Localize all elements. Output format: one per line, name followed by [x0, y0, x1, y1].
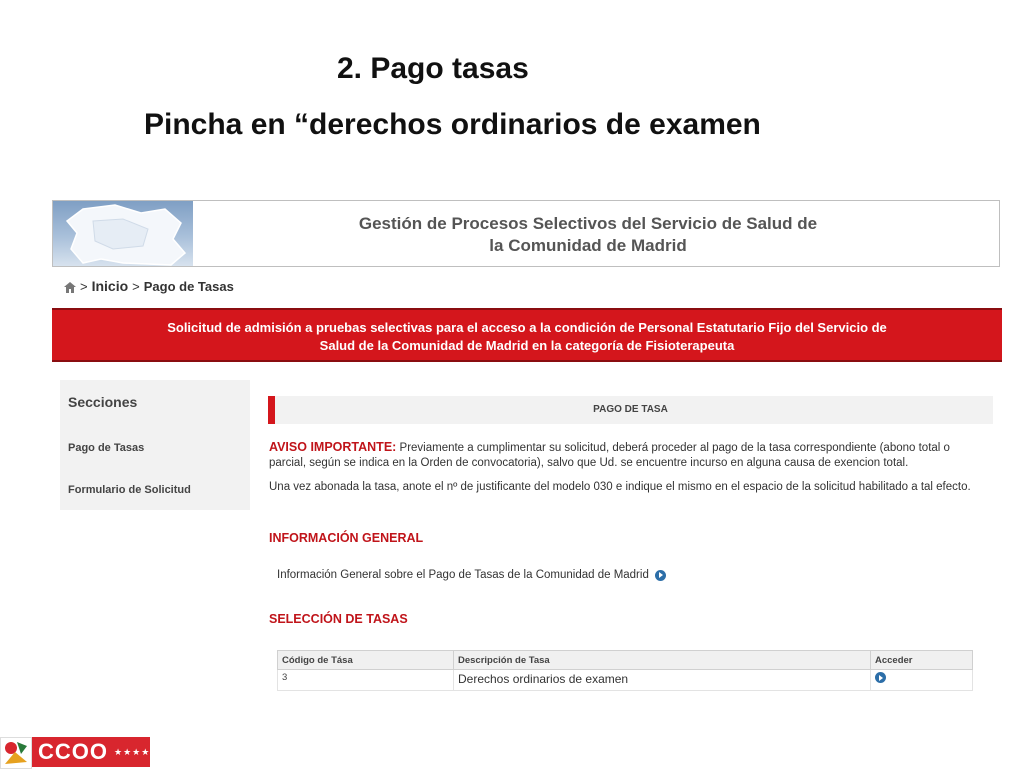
fee-code-cell: 3: [278, 670, 454, 691]
info-general-link-label[interactable]: Información General sobre el Pago de Tasas de la Comunidad de Madrid: [277, 569, 649, 581]
fee-description-cell: Derechos ordinarios de examen: [454, 670, 871, 691]
site-title: [203, 213, 973, 257]
fee-access-cell: [871, 670, 973, 691]
sidebar-title: Secciones: [68, 394, 138, 410]
sidebar-item-formulario-de-solicitud[interactable]: Formulario de Solicitud: [68, 484, 191, 496]
banner-line1: Solicitud de admisión a pruebas selectivas para el acceso a la condición de Personal Estatutario Fijo del Servicio de: [167, 320, 887, 335]
breadcrumb-current: Pago de Tasas: [143, 278, 234, 294]
ccoo-brand-text: CCOO: [38, 739, 108, 764]
breadcrumb: [64, 278, 234, 294]
breadcrumb-separator: >: [80, 278, 88, 294]
sections-sidebar: [60, 380, 250, 510]
info-general-link[interactable]: [277, 569, 666, 581]
panel-header: [268, 396, 993, 424]
breadcrumb-inicio-link[interactable]: Inicio: [91, 278, 129, 294]
ccoo-brand: [32, 737, 150, 767]
slide-title: 2. Pago tasas: [337, 52, 529, 85]
column-header-access: Acceder: [871, 651, 973, 670]
panel-header-label: PAGO DE TASA: [593, 404, 668, 415]
sidebar-item-pago-de-tasas[interactable]: Pago de Tasas: [68, 442, 145, 454]
site-title-line2: la Comunidad de Madrid: [489, 236, 687, 255]
banner-line2: Salud de la Comunidad de Madrid en la categoría de Fisioterapeuta: [319, 338, 735, 353]
slide-subtitle: Pincha en “derechos ordinarios de examen: [144, 108, 761, 141]
notice-text: Previamente a cumplimentar su solicitud, deberá proceder al pago de la tasa correspondiente (abono total o parcial, según se indica en la Orden de convocatoria), salvo que Ud. se encuentre incurso en alguna causa de exencion total.: [269, 442, 950, 469]
table-row: [278, 670, 973, 691]
procedure-banner: [52, 308, 1002, 362]
fees-table-header-row: [278, 651, 973, 670]
home-icon[interactable]: [64, 281, 76, 292]
arrow-right-circle-icon[interactable]: [875, 672, 886, 683]
arrow-right-circle-icon[interactable]: [655, 570, 666, 581]
notice-label: AVISO IMPORTANTE:: [269, 440, 397, 454]
ccoo-logo: [0, 737, 150, 769]
ccoo-emblem-icon: [0, 737, 32, 769]
info-general-heading: INFORMACIÓN GENERAL: [269, 531, 424, 545]
site-header: [52, 200, 1000, 267]
madrid-map-logo: [53, 201, 193, 266]
important-notice: [269, 440, 989, 471]
receipt-notice: Una vez abonada la tasa, anote el nº de justificante del modelo 030 e indique el mismo en el espacio de la solicitud habilitado a tal efecto.: [269, 481, 971, 493]
fees-table: [277, 650, 973, 691]
portal-screenshot: [52, 200, 1002, 690]
breadcrumb-separator: >: [132, 278, 140, 294]
fees-selection-heading: SELECCIÓN DE TASAS: [269, 612, 408, 626]
ccoo-stars: ★★★★: [114, 746, 151, 757]
site-title-line1: Gestión de Procesos Selectivos del Servicio de Salud de: [358, 214, 818, 233]
column-header-code: Código de Tása: [278, 651, 454, 670]
column-header-description: Descripción de Tasa: [454, 651, 871, 670]
